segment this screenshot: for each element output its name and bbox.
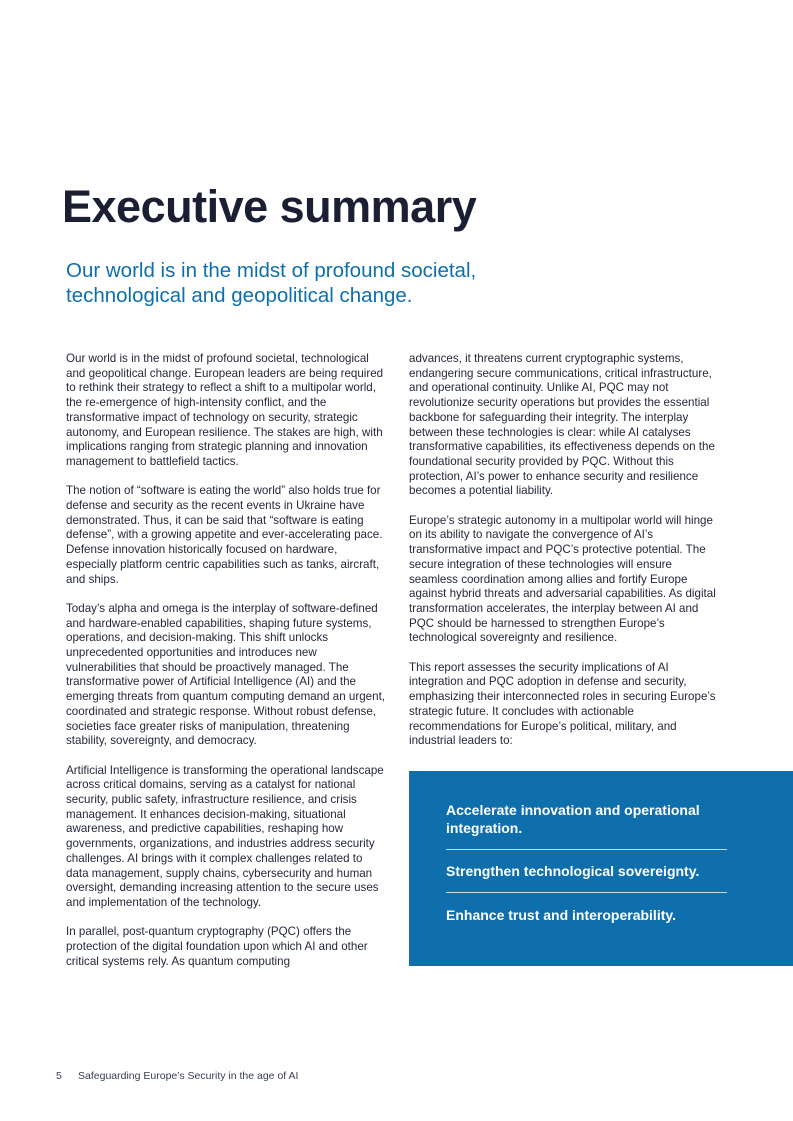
paragraph: Artificial Intelligence is transforming the operational landscape across critical domains, serving as a catalyst for national security, public safety, infrastructure resilience, and crisis management. It enhances decision-making, situational awareness, and predictive capabilities, reshaping how governments, organizations, and industries address security challenges. AI brings with it complex challenges related to data management, supply chains, cybersecurity and human oversight, demanding increasing attention to the secure uses and implementation of the technology.: [66, 763, 384, 909]
paragraph: In parallel, post-quantum cryptography (PQC) offers the protection of the digital foundation upon which AI and other critical systems rely. As quantum computing: [66, 925, 368, 968]
page-title: Executive summary: [62, 181, 477, 232]
left-column: [66, 352, 386, 984]
recommendation-item: Accelerate innovation and operational integration.: [446, 802, 700, 836]
footer-title: Safeguarding Europe’s Security in the age of AI: [78, 1070, 299, 1082]
page-subtitle: Our world is in the midst of profound societal, technological and geopolitical change.: [66, 259, 477, 307]
page-number: 5: [56, 1070, 62, 1082]
paragraph: Europe’s strategic autonomy in a multipolar world will hinge on its ability to navigate the convergence of AI’s transformative impact and PQC’s protective potential. The secure integration of these technologies will ensure seamless coordination among allies and fortify Europe against hybrid threats and adversarial capabilities. As digital transformation accelerates, the interplay between AI and PQC should be harnessed to strengthen Europe’s technological sovereignty and resilience.: [409, 513, 716, 645]
divider: [446, 892, 727, 893]
paragraph: This report assesses the security implications of AI integration and PQC adoption in defense and security, emphasizing their interconnected roles in securing Europe’s strategic future. It concludes with actionable recommendations for Europe’s political, military, and industrial leaders to:: [409, 660, 716, 748]
paragraph: advances, it threatens current cryptographic systems, endangering secure communications, critical infrastructure, and operational continuity. Unlike AI, PQC may not revolutionize security operations but provides the essential backbone for safeguarding their integrity. The interplay between these technologies is clear: while AI catalyses transformative capabilities, its effectiveness depends on the foundational security provided by PQC. Without this protection, AI’s power to enhance security and resilience becomes a potential liability.: [409, 352, 715, 498]
recommendation-item: Strengthen technological sovereignty.: [446, 863, 700, 879]
divider: [446, 849, 727, 850]
paragraph: Our world is in the midst of profound societal, technological and geopolitical change. European leaders are being required to rethink their strategy to reflect a shift to a multipolar world, the re-emergence of high-intensity conflict, and the transformative impact of technology on security, strategic autonomy, and European resilience. The stakes are high, with implications ranging from strategic planning and innovation management to battlefield tactics.: [66, 352, 384, 468]
paragraph: The notion of “software is eating the world” also holds true for defense and security as the recent events in Ukraine have demonstrated. Thus, it can be said that “software is eating defense”, with a growing appetite and ever-accelerating pace. Defense innovation historically focused on hardware, especially platform centric capabilities such as tanks, aircraft, and ships.: [66, 484, 383, 586]
recommendations-callout: [409, 771, 793, 966]
paragraph: Today’s alpha and omega is the interplay of software-defined and hardware-enabled capabilities, shaping future systems, operations, and decision-making. This shift unlocks unprecedented opportunities and introduces new vulnerabilities that should be proactively managed. The transformative power of Artificial Intelligence (AI) and the emerging threats from quantum computing demand an urgent, coordinated and strategic response. Without robust defense, societies face greater risks of manipulation, threatening stability, sovereignty, and democracy.: [66, 601, 386, 748]
recommendation-item: Enhance trust and interoperability.: [446, 907, 677, 923]
page-footer: [56, 1070, 298, 1082]
right-column: [409, 352, 721, 764]
